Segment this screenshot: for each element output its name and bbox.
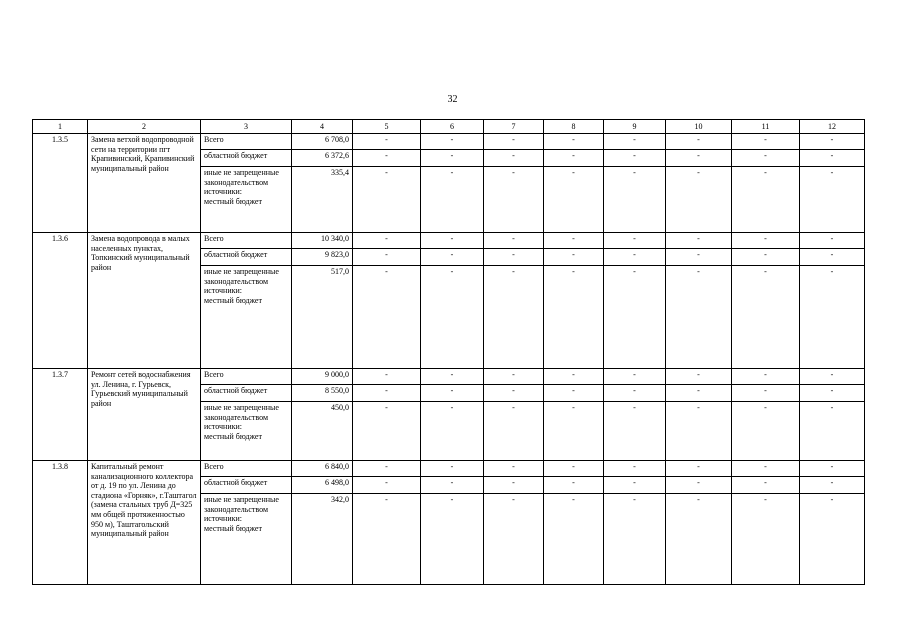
year-value: - [421,134,484,150]
year-value: - [604,167,666,233]
year-value: - [732,385,800,402]
year-value: - [353,385,421,402]
year-value: - [484,150,544,167]
column-header: 3 [201,120,292,134]
year-value: - [666,402,732,461]
year-value: - [421,266,484,369]
year-value: - [544,494,604,585]
year-value: - [421,385,484,402]
year-value: - [666,369,732,385]
column-header: 5 [353,120,421,134]
total-value: 6 498,0 [292,477,353,494]
total-value: 517,0 [292,266,353,369]
total-value: 335,4 [292,167,353,233]
year-value: - [604,494,666,585]
total-value: 6 840,0 [292,461,353,477]
year-value: - [544,134,604,150]
year-value: - [544,233,604,249]
year-value: - [484,494,544,585]
year-value: - [544,150,604,167]
year-value: - [484,385,544,402]
year-value: - [666,233,732,249]
year-value: - [353,369,421,385]
item-name: Капитальный ремонт канализационного коллектора от д. 19 по ул. Ленина до стадиона «Горняк», г.Таштагол (замена стальных труб Д=325 мм общей протяженностью 950 м), Таштагольский муниципальный район [88,461,201,585]
year-value: - [544,385,604,402]
year-value: - [484,167,544,233]
year-value: - [484,369,544,385]
year-value: - [800,134,865,150]
column-header: 8 [544,120,604,134]
year-value: - [421,494,484,585]
year-value: - [421,167,484,233]
total-value: 9 823,0 [292,249,353,266]
year-value: - [732,477,800,494]
year-value: - [800,266,865,369]
year-value: - [732,266,800,369]
year-value: - [732,402,800,461]
year-value: - [732,233,800,249]
year-value: - [421,249,484,266]
year-value: - [421,477,484,494]
total-value: 6 372,6 [292,150,353,167]
funding-source: Всего [201,134,292,150]
year-value: - [800,477,865,494]
year-value: - [800,167,865,233]
table-row [33,369,865,385]
total-value: 342,0 [292,494,353,585]
year-value: - [666,249,732,266]
year-value: - [353,461,421,477]
year-value: - [353,494,421,585]
table-body [33,134,865,585]
total-value: 450,0 [292,402,353,461]
year-value: - [732,150,800,167]
year-value: - [353,477,421,494]
funding-source: Всего [201,369,292,385]
year-value: - [604,134,666,150]
year-value: - [421,233,484,249]
year-value: - [666,134,732,150]
item-name: Замена ветхой водопроводной сети на территории пгт Крапивинский, Крапивинский муниципальный район [88,134,201,233]
funding-source-sub: местный бюджет [204,295,262,305]
year-value: - [484,233,544,249]
column-header: 11 [732,120,800,134]
funding-source: областной бюджет [201,150,292,167]
year-value: - [544,266,604,369]
year-value: - [604,150,666,167]
year-value: - [732,249,800,266]
funding-source: Всего [201,461,292,477]
year-value: - [484,477,544,494]
year-value: - [544,402,604,461]
item-code: 1.3.8 [33,461,88,585]
table-row [33,233,865,249]
funding-source [201,402,292,461]
year-value: - [544,249,604,266]
budget-table [32,119,865,585]
item-code: 1.3.5 [33,134,88,233]
year-value: - [604,385,666,402]
year-value: - [353,249,421,266]
year-value: - [800,233,865,249]
funding-source [201,266,292,369]
funding-source: областной бюджет [201,249,292,266]
year-value: - [484,134,544,150]
year-value: - [666,477,732,494]
funding-source-sub: местный бюджет [204,196,262,206]
table-row [33,134,865,150]
column-header: 6 [421,120,484,134]
year-value: - [544,369,604,385]
total-value: 6 708,0 [292,134,353,150]
funding-source [201,167,292,233]
year-value: - [604,249,666,266]
funding-source [201,494,292,585]
year-value: - [353,402,421,461]
total-value: 10 340,0 [292,233,353,249]
item-code: 1.3.7 [33,369,88,461]
column-header: 4 [292,120,353,134]
year-value: - [666,461,732,477]
column-header: 9 [604,120,666,134]
year-value: - [353,266,421,369]
year-value: - [604,266,666,369]
year-value: - [800,369,865,385]
year-value: - [666,167,732,233]
year-value: - [353,150,421,167]
year-value: - [666,385,732,402]
year-value: - [604,461,666,477]
year-value: - [800,402,865,461]
year-value: - [604,369,666,385]
year-value: - [666,266,732,369]
year-value: - [421,369,484,385]
funding-source: областной бюджет [201,477,292,494]
year-value: - [353,167,421,233]
year-value: - [544,477,604,494]
year-value: - [604,477,666,494]
year-value: - [544,461,604,477]
year-value: - [353,233,421,249]
page-number: 32 [447,94,458,105]
year-value: - [484,266,544,369]
item-code: 1.3.6 [33,233,88,369]
year-value: - [732,167,800,233]
year-value: - [544,167,604,233]
year-value: - [732,461,800,477]
year-value: - [800,494,865,585]
year-value: - [604,402,666,461]
year-value: - [666,150,732,167]
year-value: - [604,233,666,249]
year-value: - [484,249,544,266]
year-value: - [421,402,484,461]
header-row [33,120,865,134]
year-value: - [666,494,732,585]
total-value: 8 550,0 [292,385,353,402]
funding-source: областной бюджет [201,385,292,402]
year-value: - [421,150,484,167]
funding-source-sub: местный бюджет [204,431,262,441]
year-value: - [800,461,865,477]
funding-source-label: иные не запрещенные законодательством источники: [204,168,279,197]
column-header: 2 [88,120,201,134]
funding-source-sub: местный бюджет [204,523,262,533]
year-value: - [732,369,800,385]
year-value: - [732,134,800,150]
funding-source-label: иные не запрещенные законодательством источники: [204,267,279,296]
year-value: - [800,150,865,167]
year-value: - [484,461,544,477]
year-value: - [732,494,800,585]
year-value: - [484,402,544,461]
column-header: 12 [800,120,865,134]
year-value: - [800,249,865,266]
funding-source: Всего [201,233,292,249]
column-header: 1 [33,120,88,134]
year-value: - [421,461,484,477]
column-header: 7 [484,120,544,134]
total-value: 9 000,0 [292,369,353,385]
table-row [33,461,865,477]
funding-source-label: иные не запрещенные законодательством источники: [204,495,279,524]
year-value: - [353,134,421,150]
funding-source-label: иные не запрещенные законодательством источники: [204,403,279,432]
column-header: 10 [666,120,732,134]
item-name: Ремонт сетей водоснабжения ул. Ленина, г. Гурьевск, Гурьевский муниципальный район [88,369,201,461]
item-name: Замена водопровода в малых населенных пунктах, Топкинский муниципальный район [88,233,201,369]
year-value: - [800,385,865,402]
